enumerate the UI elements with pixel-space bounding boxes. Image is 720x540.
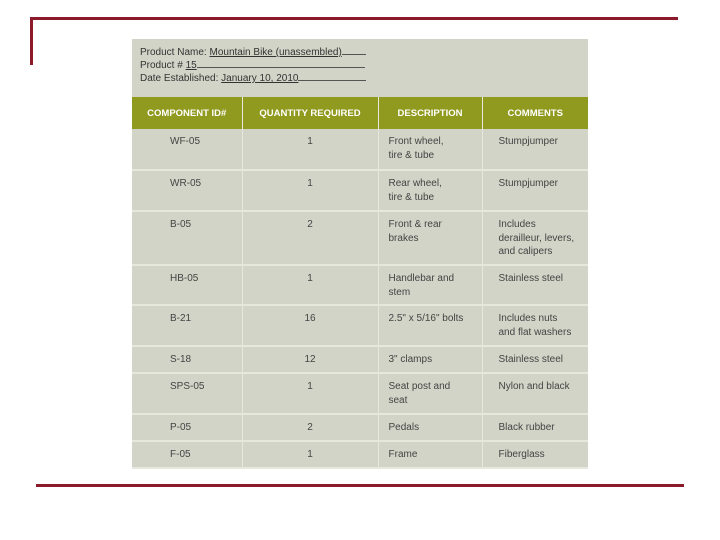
quantity-cell: [242, 170, 378, 211]
component-id: WR-05: [170, 178, 202, 189]
component-id-cell: [132, 346, 242, 373]
comments-cell: [482, 414, 588, 441]
comment-line: and flat washers: [498, 326, 572, 338]
column-header: COMPONENT ID#: [132, 97, 242, 129]
table-row: [132, 170, 588, 211]
column-header: QUANTITY REQUIRED: [242, 97, 378, 129]
component-id: S-18: [170, 354, 192, 365]
product-number-line: [140, 59, 580, 72]
description-line: Seat post and: [388, 381, 451, 392]
comments-cell: [482, 211, 588, 265]
product-number-label: Product #: [140, 60, 183, 71]
description-line: seat: [388, 394, 408, 406]
quantity: 1: [307, 273, 313, 284]
table-row: [132, 346, 588, 373]
quantity: 1: [307, 381, 313, 392]
quantity-cell: [242, 441, 378, 468]
table-row: [132, 441, 588, 468]
quantity-cell: [242, 373, 378, 414]
description-cell: [378, 305, 482, 346]
table-row: [132, 129, 588, 170]
quantity: 1: [307, 178, 313, 189]
table-header-row: [132, 97, 588, 129]
column-header: COMMENTS: [482, 97, 588, 129]
product-name-line: [140, 46, 580, 59]
top-rule: [30, 17, 678, 20]
description-cell: [378, 211, 482, 265]
date-established-label: Date Established:: [140, 73, 219, 84]
table-row: [132, 211, 588, 265]
quantity: 1: [307, 136, 313, 147]
quantity-cell: [242, 305, 378, 346]
table-row: [132, 414, 588, 441]
comment-line: Stainless steel: [498, 273, 563, 284]
underline-blank: [342, 54, 366, 55]
comments-cell: [482, 129, 588, 170]
comments-cell: [482, 305, 588, 346]
quantity-cell: [242, 129, 378, 170]
description-line: Handlebar and: [388, 273, 455, 284]
comment-line: Includes: [498, 219, 536, 230]
component-id: B-05: [170, 219, 192, 230]
bill-of-materials-panel: [132, 39, 588, 469]
description-cell: [378, 170, 482, 211]
description-line: Pedals: [388, 422, 420, 433]
comments-cell: [482, 346, 588, 373]
comment-line: Stumpjumper: [498, 178, 558, 189]
component-id: F-05: [170, 449, 191, 460]
table-row: [132, 305, 588, 346]
description-line: tire & tube: [388, 191, 435, 203]
date-established-value: January 10, 2010: [221, 73, 299, 84]
description-cell: [378, 414, 482, 441]
comment-line: Includes nuts: [498, 313, 558, 324]
underline-blank: [298, 80, 366, 81]
underline-blank: [197, 67, 365, 68]
components-table: [132, 97, 588, 469]
comment-line: Stainless steel: [498, 354, 563, 365]
quantity-cell: [242, 346, 378, 373]
product-number-value: 15: [185, 60, 197, 71]
component-id-cell: [132, 441, 242, 468]
comment-line: Black rubber: [498, 422, 555, 433]
quantity: 2: [307, 422, 313, 433]
quantity-cell: [242, 211, 378, 265]
component-id: HB-05: [170, 273, 199, 284]
comments-cell: [482, 265, 588, 305]
component-id-cell: [132, 414, 242, 441]
left-rule: [30, 17, 33, 65]
description-cell: [378, 373, 482, 414]
component-id: WF-05: [170, 136, 200, 147]
product-name-label: Product Name:: [140, 47, 207, 58]
quantity: 12: [304, 354, 316, 365]
description-cell: [378, 346, 482, 373]
table-row: [132, 265, 588, 305]
comment-line: Stumpjumper: [498, 136, 558, 147]
column-header: DESCRIPTION: [378, 97, 482, 129]
component-id-cell: [132, 305, 242, 346]
date-established-line: [140, 72, 580, 85]
bottom-rule: [36, 484, 684, 487]
description-cell: [378, 265, 482, 305]
component-id-cell: [132, 211, 242, 265]
component-id-cell: [132, 129, 242, 170]
component-id-cell: [132, 373, 242, 414]
table-row: [132, 373, 588, 414]
quantity: 1: [307, 449, 313, 460]
description-line: Rear wheel,: [388, 178, 442, 189]
description-cell: [378, 441, 482, 468]
quantity-cell: [242, 414, 378, 441]
document-header: [132, 39, 588, 89]
comments-cell: [482, 373, 588, 414]
description-line: stem: [388, 286, 411, 298]
quantity: 16: [304, 313, 316, 324]
comments-cell: [482, 441, 588, 468]
product-name-value: Mountain Bike (unassembled): [209, 47, 342, 58]
description-line: 3" clamps: [388, 354, 433, 365]
description-line: Front & rear: [388, 219, 442, 230]
description-line: 2.5" x 5/16" bolts: [388, 313, 464, 324]
description-line: Frame: [388, 449, 418, 460]
comment-line: Nylon and black: [498, 381, 570, 392]
quantity-cell: [242, 265, 378, 305]
component-id: SPS-05: [170, 381, 205, 392]
quantity: 2: [307, 219, 313, 230]
component-id: P-05: [170, 422, 192, 433]
comments-cell: [482, 170, 588, 211]
description-cell: [378, 129, 482, 170]
description-line: tire & tube: [388, 149, 435, 161]
component-id: B-21: [170, 313, 192, 324]
component-id-cell: [132, 265, 242, 305]
description-line: Front wheel,: [388, 136, 444, 147]
description-line: brakes: [388, 232, 419, 244]
component-id-cell: [132, 170, 242, 211]
comment-line: derailleur, levers,: [498, 232, 575, 244]
comment-line: Fiberglass: [498, 449, 545, 460]
comment-line: and calipers: [498, 246, 553, 257]
